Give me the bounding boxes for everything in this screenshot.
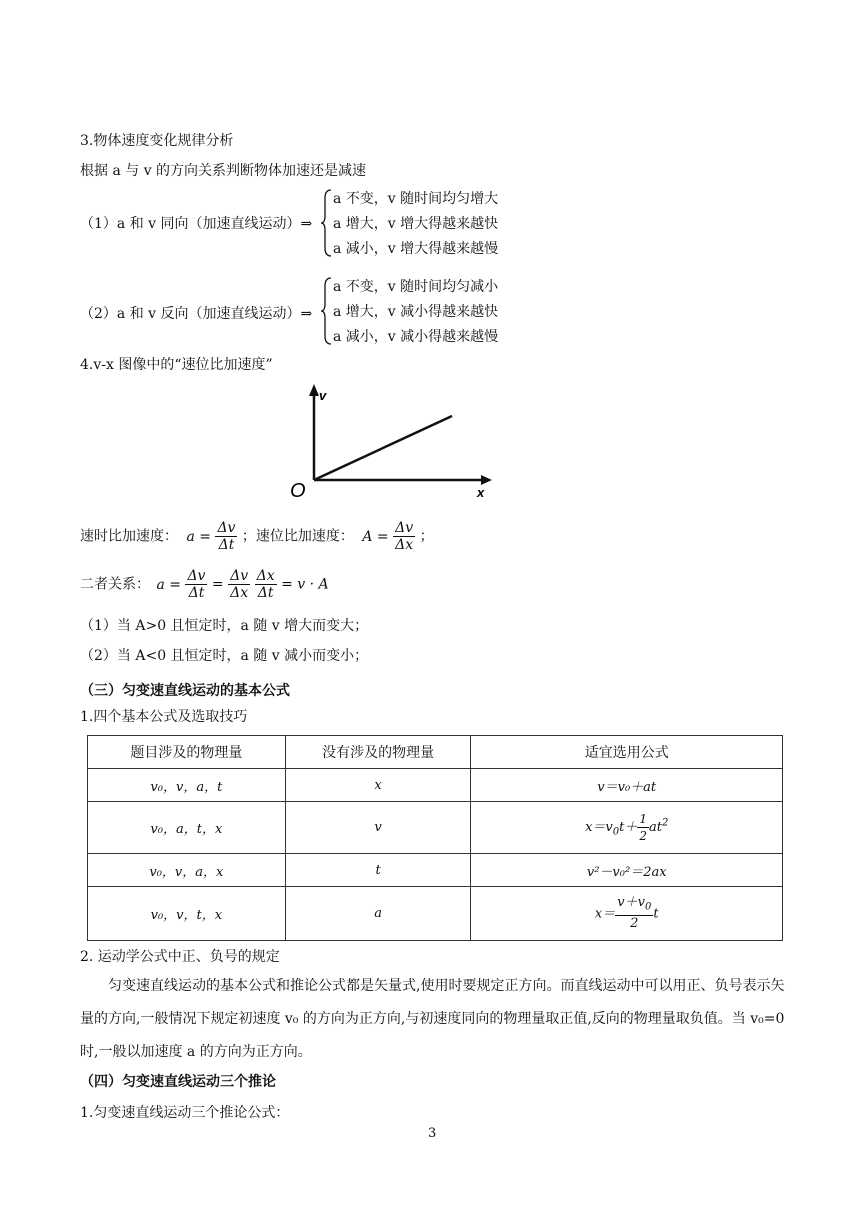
case1-line: a 不变，v 随时间均匀增大 (333, 191, 499, 207)
table-cell: t (285, 854, 471, 887)
case1-label: （1）a 和 v 同向（加速直线运动）⇒ (80, 216, 313, 232)
table-cell: v₀，a，t，x (88, 802, 286, 854)
table-header: 没有涉及的物理量 (285, 736, 471, 769)
table-cell: x＝ $\frac{v+v_0}{2}$ t (471, 887, 783, 941)
case2-line: a 增大，v 减小得越来越快 (333, 304, 499, 320)
note-line: （2）当 A<0 且恒定时，a 随 v 减小而变小； (80, 648, 369, 664)
case1-line: a 增大，v 增大得越来越快 (333, 216, 499, 232)
relation-label: 二者关系： (80, 576, 150, 593)
section-intro: 根据 a 与 v 的方向关系判断物体加速还是减速 (80, 163, 367, 179)
section-title: 3.物体速度变化规律分析 (80, 133, 234, 149)
left-brace-icon (321, 276, 333, 346)
table-row (88, 887, 783, 941)
relation-line: 二者关系： a = $\frac{\Delta v}{\Delta t}$ = $\frac{\Delta v}{\Delta x}$ $\frac{\Delta x}{\Delta t}$ = v · A (80, 568, 329, 601)
table-row (88, 854, 783, 887)
subsection-title: 1.四个基本公式及选取技巧 (80, 709, 248, 725)
table-cell: v₀，v，a，x (88, 854, 286, 887)
table-cell: x (285, 769, 471, 802)
fraction-dv-dt: $\frac{\Delta v}{\Delta t}$ (217, 520, 236, 553)
table-cell: a (285, 887, 471, 941)
a-equals: a = (186, 528, 211, 545)
table-cell: $x=v_0t+$ $\frac{1}{2}$ $at^2$ (471, 802, 783, 854)
x-axis-label: x (477, 485, 485, 500)
table-header: 适宜选用公式 (471, 736, 783, 769)
vx-graph (285, 382, 495, 504)
section-heading: （四）匀变速直线运动三个推论 (80, 1074, 276, 1090)
table-cell: v (285, 802, 471, 854)
A-equals: A = (362, 528, 389, 545)
table-row (88, 802, 783, 854)
def-label: 速时比加速度： (80, 528, 178, 545)
left-brace-icon (321, 188, 333, 258)
table-row (88, 769, 783, 802)
origin-label: O (290, 480, 306, 502)
relation-result: = v · A (281, 576, 329, 593)
case2-label: （2）a 和 v 反向（加速直线运动）⇒ (80, 306, 313, 322)
fraction-dv-dt: $\frac{\Delta v}{\Delta t}$ (187, 568, 206, 601)
subsection-title: 1.匀变速直线运动三个推论公式： (80, 1105, 290, 1121)
table-cell: v＝v₀＋at (471, 769, 783, 802)
fraction-dx-dt: $\frac{\Delta x}{\Delta t}$ (256, 568, 275, 601)
y-axis-label: v (319, 388, 327, 403)
fraction-dv-dx: $\frac{\Delta v}{\Delta x}$ (230, 568, 249, 601)
table-header-row (88, 736, 783, 769)
table-cell: v²－v₀²＝2ax (471, 854, 783, 887)
fraction-dv-dx: $\frac{\Delta v}{\Delta x}$ (395, 520, 414, 553)
def-separator: ；速位比加速度： (241, 528, 354, 545)
note-line: （1）当 A>0 且恒定时，a 随 v 增大而变大； (80, 618, 369, 634)
table-cell: v₀，v，t，x (88, 887, 286, 941)
section-title: 4.v-x 图像中的“速位比加速度” (80, 357, 273, 373)
formula-table (87, 735, 783, 941)
table-cell: v₀，v，a，t (88, 769, 286, 802)
page-number: 3 (428, 1126, 437, 1141)
subsection-title: 2. 运动学公式中正、负号的规定 (80, 949, 280, 965)
case1-line: a 减小，v 增大得越来越慢 (333, 241, 499, 257)
case2-line: a 减小，v 减小得越来越慢 (333, 329, 499, 345)
table-header: 题目涉及的物理量 (88, 736, 286, 769)
section-heading: （三）匀变速直线运动的基本公式 (80, 683, 290, 699)
case2-line: a 不变，v 随时间均匀减小 (333, 279, 499, 295)
body-paragraph: 匀变速直线运动的基本公式和推论公式都是矢量式,使用时要规定正方向。而直线运动中可以用正、负号表示矢量的方向,一般情况下规定初速度 v₀ 的方向为正方向,与初速度同向的物理量取正值,反向的物理量取负值。当 v₀=0 时,一般以加速度 a 的方向为正方向。 (80, 978, 785, 1060)
definition-line: 速时比加速度： a = $\frac{\Delta v}{\Delta t}$ ；速位比加速度： A = $\frac{\Delta v}{\Delta x}$ ； (80, 520, 434, 553)
